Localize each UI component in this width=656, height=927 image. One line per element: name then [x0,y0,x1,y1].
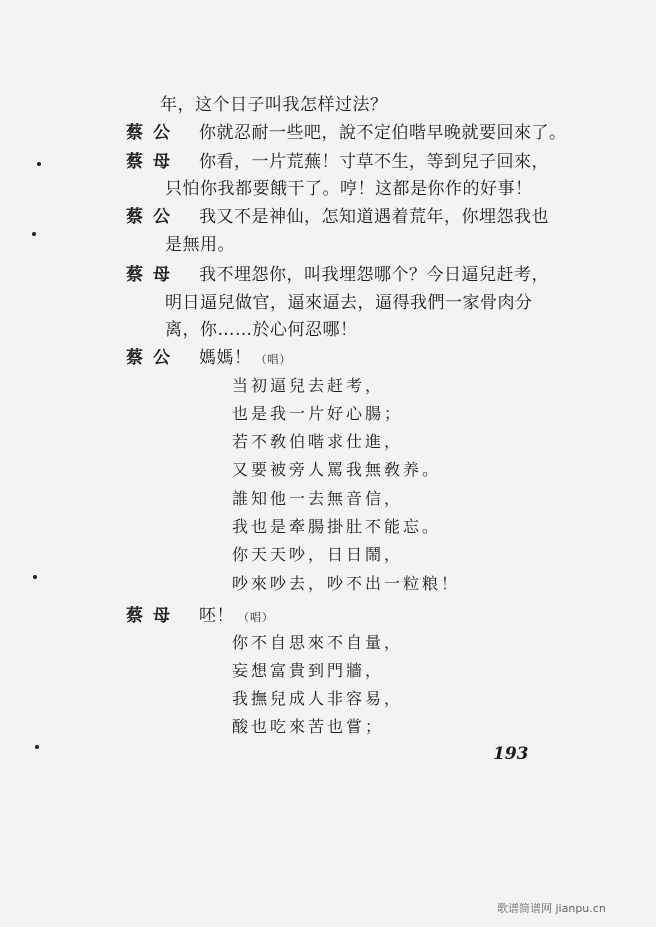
song-line: 又要被旁人罵我無敎养。 [232,460,442,479]
dialogue-line: 是無用。 [165,235,235,255]
margin-speck [33,575,37,579]
dialogue-line: 你看，一片荒蕪！寸草不生，等到兒子回來， [199,152,549,172]
speaker-label: 蔡公 [126,207,180,227]
song-line: 我也是牽腸掛肚不能忘。 [232,517,442,536]
dialogue-line: 明日逼兒做官，逼來逼去，逼得我們一家骨肉分 [165,293,533,313]
margin-speck [37,162,41,166]
song-line: 吵來吵去，吵不出一粒粮！ [232,574,461,593]
stage-direction: （唱） [255,353,292,366]
speaker-label: 蔡母 [126,152,180,172]
song-line: 誰知他一去無音信， [232,489,404,508]
song-line: 我撫兒成人非容易， [232,689,404,708]
dialogue-line: 呸！ （唱） [199,606,274,626]
watermark: 歌谱简谱网 jianpu.cn [497,902,606,915]
speaker-label: 蔡公 [126,348,180,368]
stage-direction: （唱） [238,611,274,624]
song-line: 你天天吵，日日鬧， [232,545,404,564]
song-line: 也是我一片好心腸； [232,404,404,423]
dialogue-line: 我又不是神仙，怎知道遇着荒年，你埋怨我也 [199,207,549,227]
margin-speck [32,232,36,236]
dialogue-line: 年，这个日子叫我怎样过法？ [160,95,388,115]
dialogue-line: 你就忍耐一些吧，說不定伯喈早晚就要回來了。 [199,123,567,143]
song-line: 妄想富貴到門牆， [232,661,385,680]
page-number: 193 [493,744,529,764]
song-line: 当初逼兒去赶考， [232,376,385,395]
song-line: 酸也吃來苦也嘗； [232,717,385,736]
dialogue-line: 离，你……於心何忍哪！ [165,320,358,340]
song-line: 若不敎伯喈求仕進， [232,432,404,451]
margin-speck [35,745,39,749]
dialogue-line: 我不埋怨你，叫我埋怨哪个？今日逼兒赶考， [199,265,549,285]
speaker-label: 蔡母 [126,265,180,285]
dialogue-line: 媽媽！ （唱） [199,348,292,368]
speaker-label: 蔡公 [126,123,180,143]
speaker-label: 蔡母 [126,606,180,626]
dialogue-line: 只怕你我都要餓干了。哼！这都是你作的好事！ [165,179,533,199]
song-line: 你不自思來不自量， [232,633,404,652]
